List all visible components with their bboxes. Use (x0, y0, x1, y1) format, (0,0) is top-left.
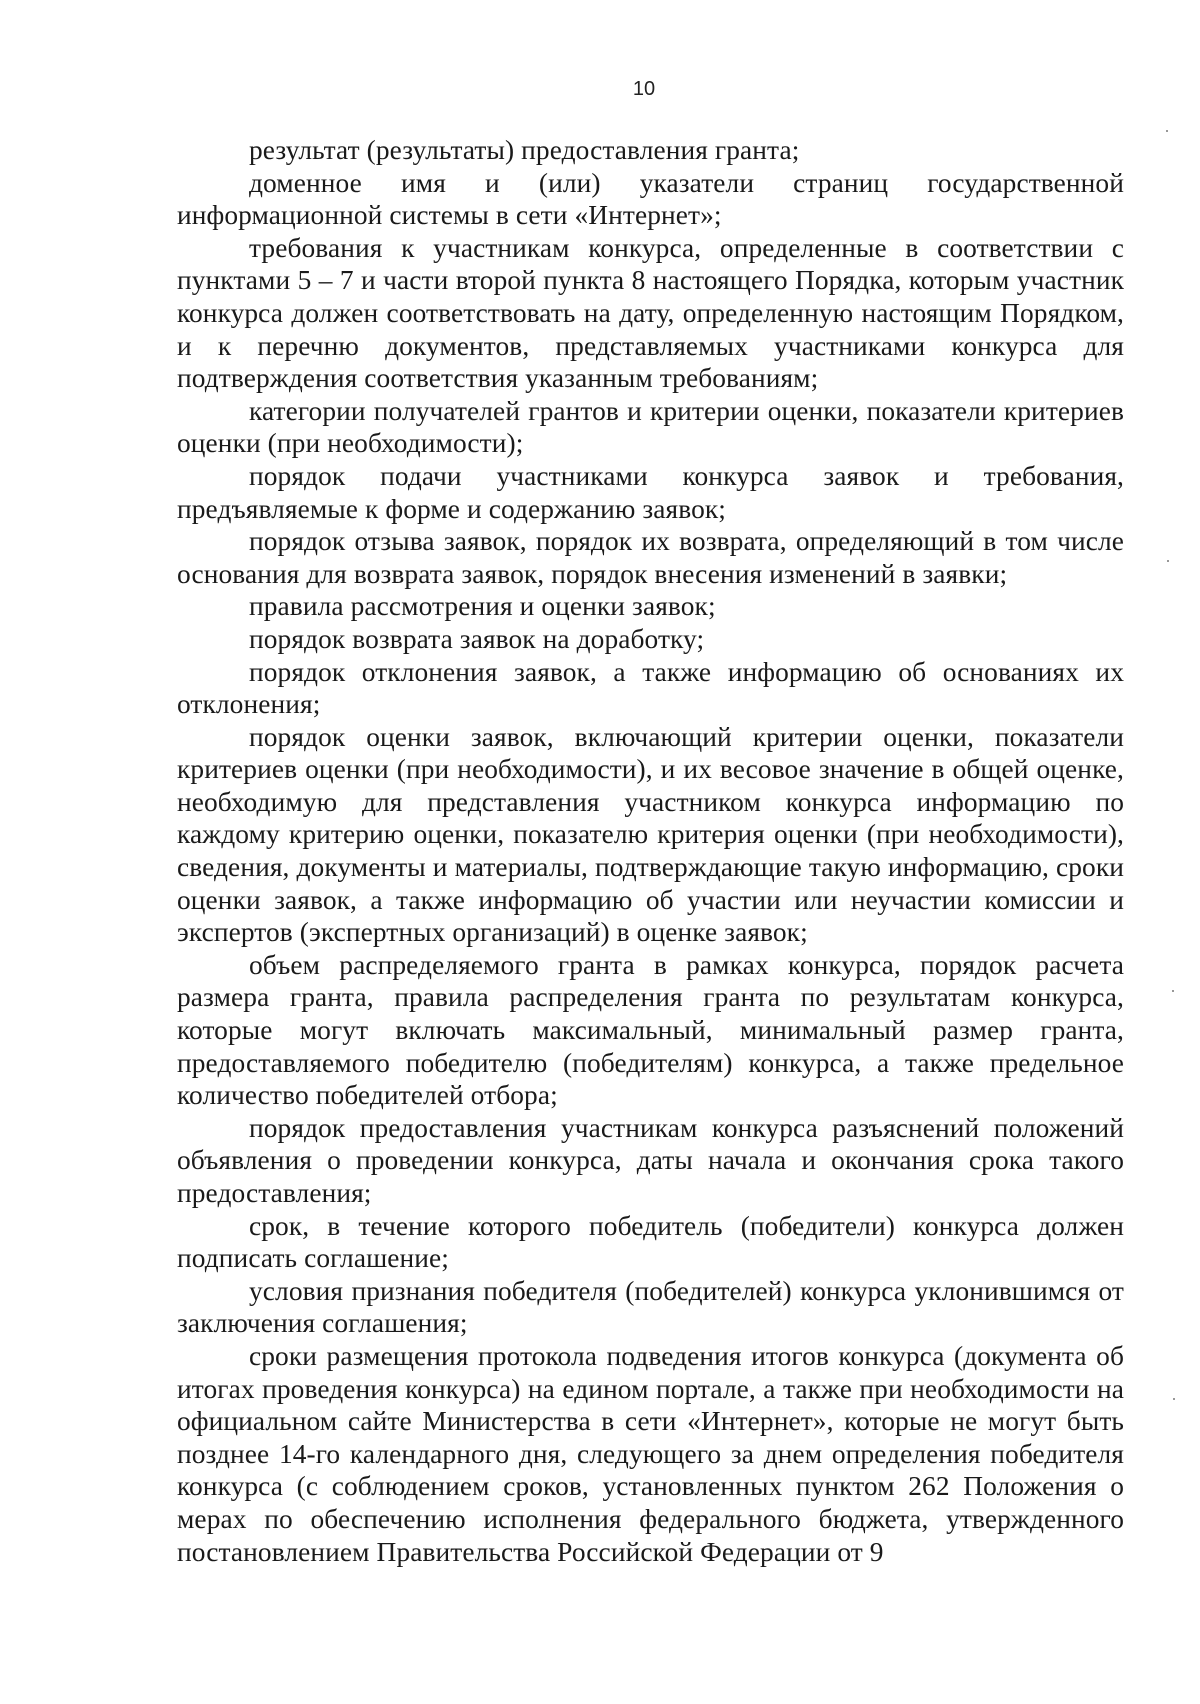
paragraph: результат (результаты) предоставления гранта; (249, 135, 800, 165)
paragraph: правила рассмотрения и оценки заявок; (249, 591, 716, 622)
paragraph: условия признания победителя (победителей) конкурса уклонившимся от заключения соглашения; (177, 1275, 1124, 1339)
paragraph: требования к участникам конкурса, определенные в соответствии с пунктами 5 – 7 и части второй пункта 8 настоящего Порядка, которым участник конкурса должен соответствовать на дату, определенную настоящим Порядком, и к перечню документов, представляемых участниками конкурса для подтверждения соответствия указанным требованиям; (177, 232, 1124, 394)
paragraph: сроки размещения протокола подведения итогов конкурса (документа об итогах проведения конкурса) на едином портале, а также при необходимости на официальном сайте Министерства в сети «Интернет», которые не могут быть позднее 14-го календарного дня, следующего за днем определения победителя конкурса (с соблюдением сроков, установленных пунктом 262 Положения о мерах по обеспечению исполнения федерального бюджета, утвержденного постановлением Правительства Российской Федерации от 9 (177, 1340, 1124, 1567)
scan-speck (1167, 560, 1169, 562)
paragraph: объем распределяемого гранта в рамках конкурса, порядок расчета размера гранта, правила распределения гранта по результатам конкурса, которые могут включать максимальный, минимальный размер гранта, предоставляемого победителю (победителям) конкурса, а также предельное количество победителей отбора; (177, 949, 1124, 1111)
scan-speck (1173, 1398, 1175, 1400)
paragraph: порядок возврата заявок на доработку; (249, 623, 705, 654)
paragraph: порядок оценки заявок, включающий критерии оценки, показатели критериев оценки (при необходимости), и их весовое значение в общей оценке, необходимую для представления участником конкурса информацию по каждому критерию оценки, показателю критерия оценки (при необходимости), сведения, документы и материалы, подтверждающие такую информацию, сроки оценки заявок, а также информацию об участии или неучастии комиссии и экспертов (экспертных организаций) в оценке заявок; (177, 721, 1124, 948)
paragraph: порядок предоставления участникам конкурса разъяснений положений объявления о проведении конкурса, даты начала и окончания срока такого предоставления; (177, 1112, 1124, 1208)
paragraph: срок, в течение которого победитель (победители) конкурса должен подписать соглашение; (177, 1210, 1124, 1274)
paragraph: порядок подачи участниками конкурса заявок и требования, предъявляемые к форме и содержанию заявок; (177, 460, 1124, 524)
page-number: 10 (632, 78, 656, 100)
paragraph: порядок отклонения заявок, а также информацию об основаниях их отклонения; (177, 656, 1124, 720)
paragraph: доменное имя и (или) указатели страниц государственной информационной системы в сети «Интернет»; (177, 167, 1124, 231)
paragraph: порядок отзыва заявок, порядок их возврата, определяющий в том числе основания для возврата заявок, порядок внесения изменений в заявки; (177, 526, 1124, 589)
paragraph: категории получателей грантов и критерии оценки, показатели критериев оценки (при необходимости); (177, 395, 1124, 459)
document-body (177, 134, 1124, 1568)
scan-speck (1166, 130, 1168, 132)
scan-speck (1172, 990, 1174, 992)
